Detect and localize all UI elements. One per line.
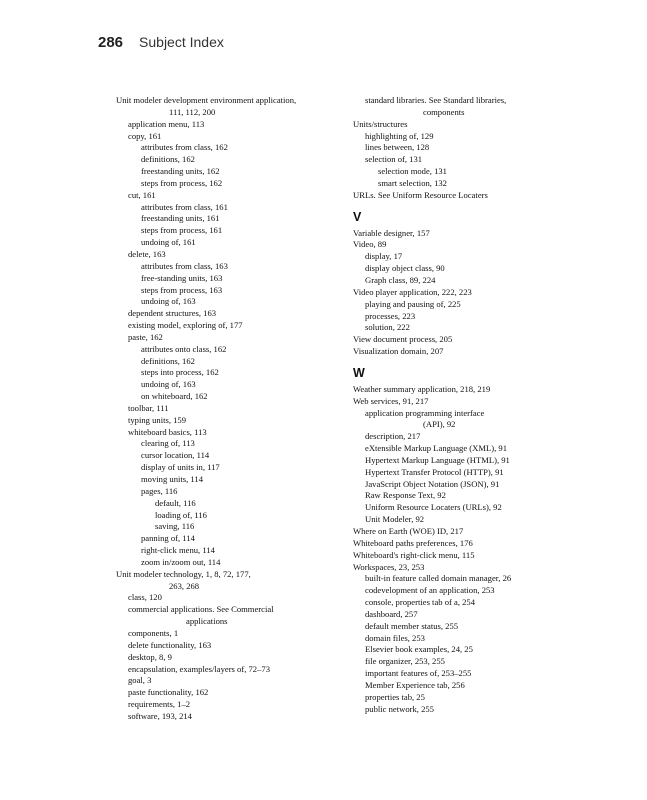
index-group-u-continued [353,95,553,202]
index-main-entry: Weather summary application, 218, 219 [353,383,491,394]
index-subentry: application programming interface [365,407,485,418]
index-column-left [116,95,338,723]
index-subentry: delete functionality, 163 [128,639,212,650]
index-subentry: undoing of, 163 [141,296,196,307]
index-entry-continuation: 111, 112, 200 [169,106,216,117]
index-subentry: paste functionality, 162 [128,687,209,698]
index-subentry: playing and pausing of, 225 [365,298,461,309]
index-subentry: application menu, 113 [128,118,205,129]
index-entry-continuation: 263, 268 [169,580,200,591]
index-subentry: steps from process, 163 [141,284,223,295]
index-subentry: cut, 161 [128,189,156,200]
index-subentry: typing units, 159 [128,414,187,425]
index-subentry: standard libraries. See Standard libraries, [365,95,507,105]
index-main-entry: Where on Earth (WOE) ID, 217 [353,526,464,536]
index-subentry: JavaScript Object Notation (JSON), 91 [365,478,500,489]
index-subentry: delete, 163 [128,248,166,259]
index-subentry: Hypertext Transfer Protocol (HTTP), 91 [365,466,504,477]
index-subentry: loading of, 116 [155,509,207,520]
index-subentry: whiteboard basics, 113 [128,426,207,437]
index-subentry: public network, 255 [365,703,434,714]
index-subentry: default, 116 [155,497,196,508]
index-subentry: panning of, 114 [141,533,195,544]
index-subentry: domain files, 253 [365,632,425,643]
index-subentry: description, 217 [365,431,421,442]
index-subentry: solution, 222 [365,322,410,333]
index-subentry: class, 120 [128,592,162,603]
index-main-entry: Variable designer, 157 [353,227,430,238]
index-subentry: smart selection, 132 [378,177,447,188]
index-subentry: pages, 116 [141,485,178,496]
index-subentry: lines between, 128 [365,142,430,153]
page-number: 286 [98,34,124,51]
index-subentry: freestanding units, 162 [141,166,220,177]
index-subentry: definitions, 162 [141,355,195,366]
index-subentry: steps from process, 161 [141,225,223,236]
index-subentry: attributes from class, 161 [141,201,228,212]
running-title: Subject Index [139,34,224,50]
index-entry-continuation: components [423,106,465,117]
index-subentry: Raw Response Text, 92 [365,490,446,501]
index-subentry: properties tab, 25 [365,691,425,702]
index-subentry: Uniform Resource Locaters (URLs), 92 [365,502,502,513]
index-main-entry: Web services, 91, 217 [353,395,429,406]
index-subentry: software, 193, 214 [128,710,192,721]
index-subentry: copy, 161 [128,130,162,141]
index-subentry: file organizer, 253, 255 [365,656,445,667]
index-subentry: existing model, exploring of, 177 [128,320,243,331]
index-main-entry: Whiteboard paths preferences, 176 [353,537,473,548]
index-subentry: encapsulation, examples/layers of, 72–73 [128,663,270,674]
index-subentry: Member Experience tab, 256 [365,679,465,690]
index-subentry: desktop, 8, 9 [128,651,172,662]
index-subentry: commercial applications. See Commercial [128,604,274,615]
index-subentry: zoom in/zoom out, 114 [141,556,221,567]
index-subentry: saving, 116 [155,521,195,532]
index-main-entry: Workspaces, 23, 253 [353,561,425,572]
index-subentry: steps into process, 162 [141,367,219,378]
index-subentry: moving units, 114 [141,474,203,484]
index-subentry: important features of, 253–255 [365,668,472,679]
index-subentry: display object class, 90 [365,263,445,274]
index-main-entry: Units/structures [353,118,408,129]
index-subentry: clearing of, 113 [141,438,195,449]
index-column-right [353,95,553,716]
index-subentry: dashboard, 257 [365,608,418,619]
index-main-entry: View document process, 205 [353,334,453,345]
index-subentry: Hypertext Markup Language (HTML), 91 [365,454,510,465]
index-subentry: Unit Modeler, 92 [365,514,425,525]
index-subentry: undoing of, 163 [141,379,196,390]
index-subentry: freestanding units, 161 [141,213,220,224]
index-subentry: attributes from class, 162 [141,142,228,153]
index-main-entry: URLs. See Uniform Resource Locaters [353,189,488,200]
index-subentry: highlighting of, 129 [365,130,434,141]
index-subentry: toolbar, 111 [128,402,169,413]
index-subentry: goal, 3 [128,675,152,686]
index-subentry: eXtensible Markup Language (XML), 91 [365,443,507,454]
index-subentry: attributes from class, 163 [141,260,228,271]
page-header [98,34,224,52]
index-subentry: Graph class, 89, 224 [365,274,436,285]
index-main-entry: Unit modeler development environment application, [116,95,297,105]
index-main-entry: Video, 89 [353,239,387,250]
index-subentry: selection of, 131 [365,154,423,165]
index-subentry: attributes onto class, 162 [141,343,227,354]
index-subentry: paste, 162 [128,331,163,342]
section-letter-v: V [353,209,362,224]
index-subentry: components, 1 [128,627,179,638]
index-subentry: cursor location, 114 [141,450,210,461]
index-subentry: definitions, 162 [141,154,195,165]
index-subentry: right-click menu, 114 [141,545,215,556]
index-main-entry: Unit modeler technology, 1, 8, 72, 177, [116,568,251,579]
index-subentry: Elsevier book examples, 24, 25 [365,644,473,655]
index-main-entry: Video player application, 222, 223 [353,286,472,297]
index-entry-continuation: applications [186,616,228,627]
index-subentry: undoing of, 161 [141,237,196,248]
index-subentry: steps from process, 162 [141,177,223,188]
index-entry-continuation: (API), 92 [423,419,456,430]
index-subentry: dependent structures, 163 [128,308,217,319]
index-subentry: selection mode, 131 [378,166,447,177]
index-subentry: display of units in, 117 [141,462,220,473]
index-main-entry: Visualization domain, 207 [353,346,444,357]
index-subentry: console, properties tab of a, 254 [365,597,476,608]
index-subentry: on whiteboard, 162 [141,391,208,402]
index-main-entry: Whiteboard's right-click menu, 115 [353,549,475,560]
section-letter-w: W [353,365,365,380]
index-subentry: default member status, 255 [365,620,459,631]
index-subentry: display, 17 [365,251,403,262]
index-subentry: built-in feature called domain manager, 26 [365,573,512,584]
index-subentry: processes, 223 [365,310,416,321]
index-group-v [353,228,553,358]
index-subentry: free-standing units, 163 [141,272,223,283]
index-group-w [353,384,553,716]
index-subentry: requirements, 1–2 [128,699,191,710]
index-subentry: codevelopment of an application, 253 [365,585,495,596]
